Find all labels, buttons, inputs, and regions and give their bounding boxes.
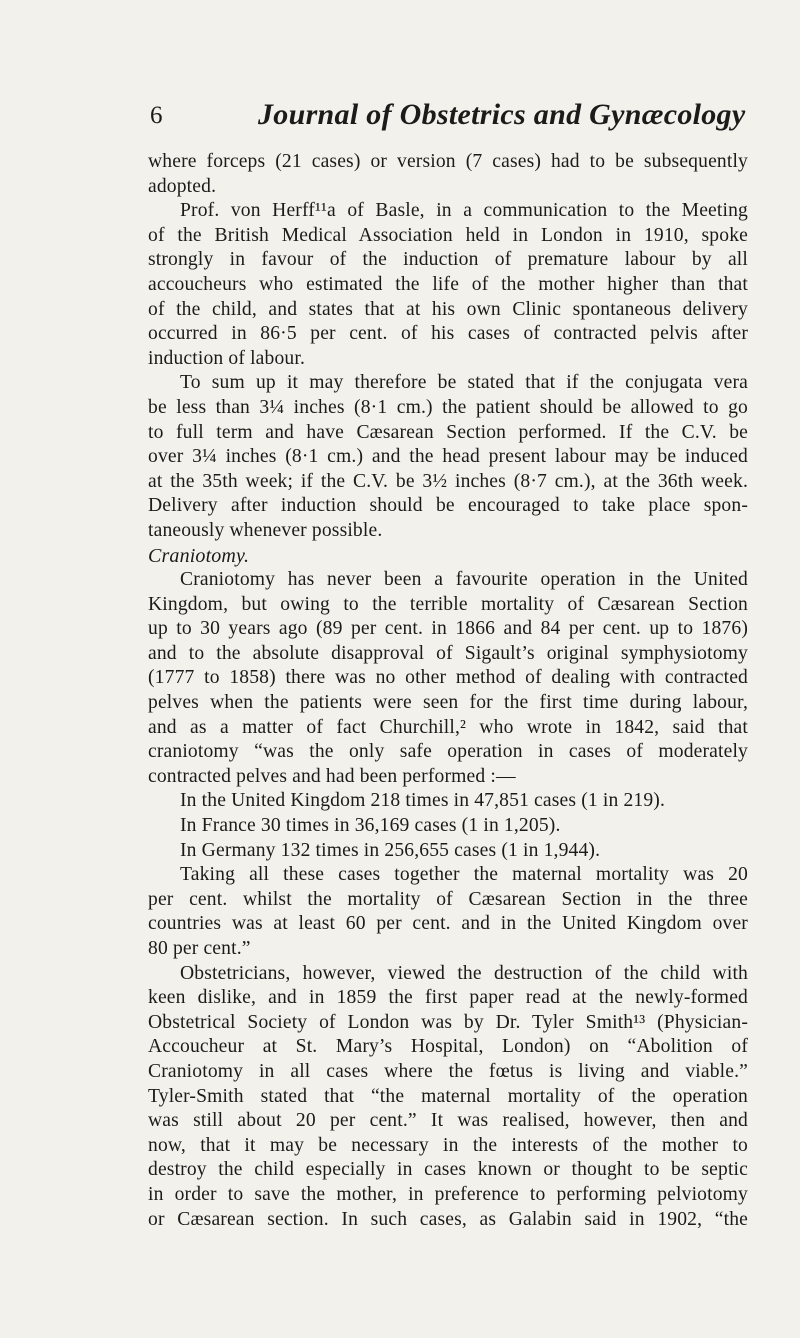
- quoted-statistics: [148, 789, 748, 863]
- text-line: keen dislike, and in 1859 the first paper read at the newly-formed: [148, 987, 748, 1009]
- text-line: was still about 20 per cent.” It was realised, however, then and: [148, 1110, 748, 1132]
- section-heading-craniotomy: Craniotomy.: [148, 544, 250, 567]
- paragraph-summary: [148, 371, 748, 543]
- page-number: 6: [150, 102, 163, 129]
- paragraph-craniotomy-history: [148, 568, 748, 789]
- text-line: countries was at least 60 per cent. and in the United Kingdom over: [148, 913, 748, 935]
- text-line: Accoucheur at St. Mary’s Hospital, London) on “Abolition of: [148, 1036, 748, 1058]
- quote-line: In the United Kingdom 218 times in 47,851 cases (1 in 219).: [180, 790, 666, 812]
- text-line: Obstetricians, however, viewed the destruction of the child with: [180, 962, 748, 984]
- text-line: to full term and have Cæsarean Section performed. If the C.V. be: [148, 421, 748, 443]
- paragraph-obstetricians: [148, 962, 748, 1233]
- text-line: accoucheurs who estimated the life of the mother higher than that: [148, 273, 748, 295]
- text-line: pelves when the patients were seen for the first time during labour,: [148, 692, 748, 714]
- text-line: be less than 3¼ inches (8·1 cm.) the patient should be allowed to go: [148, 396, 748, 418]
- text-line: To sum up it may therefore be stated that if the conjugata vera: [180, 372, 748, 394]
- text-line: Kingdom, but owing to the terrible mortality of Cæsarean Section: [148, 593, 748, 615]
- text-line: Prof. von Herff¹¹a of Basle, in a communication to the Meeting: [180, 200, 748, 222]
- text-line: (1777 to 1858) there was no other method of dealing with contracted: [148, 667, 748, 689]
- text-line: in order to save the mother, in preference to performing pelviotomy: [148, 1183, 748, 1205]
- text-line: taneously whenever possible.: [148, 519, 383, 541]
- text-line: of the British Medical Association held in London in 1910, spoke: [148, 224, 748, 246]
- paragraph-mortality: [148, 863, 748, 961]
- text-line: destroy the child especially in cases known or thought to be septic: [148, 1159, 748, 1181]
- text-line: at the 35th week; if the C.V. be 3½ inches (8·7 cm.), at the 36th week.: [148, 470, 748, 492]
- paragraph-forceps: [148, 150, 748, 199]
- text-line: and to the absolute disapproval of Sigault’s original symphysiotomy: [148, 642, 748, 664]
- text-line: adopted.: [148, 175, 217, 197]
- text-line: where forceps (21 cases) or version (7 cases) had to be subsequently: [148, 151, 748, 172]
- paragraph-von-herff: [148, 199, 748, 371]
- text-line: Craniotomy in all cases where the fœtus is living and viable.”: [148, 1060, 748, 1082]
- text-line: induction of labour.: [148, 347, 306, 369]
- text-line: or Cæsarean section. In such cases, as Galabin said in 1902, “the: [148, 1208, 748, 1230]
- text-line: now, that it may be necessary in the interests of the mother to: [148, 1134, 748, 1156]
- text-line: Delivery after induction should be encouraged to take place spon-: [148, 495, 748, 517]
- text-line: and as a matter of fact Churchill,² who wrote in 1842, said that: [148, 716, 748, 738]
- text-line: contracted pelves and had been performed :—: [148, 765, 516, 787]
- text-line: Tyler-Smith stated that “the maternal mortality of the operation: [148, 1085, 748, 1107]
- text-line: craniotomy “was the only safe operation in cases of moderately: [148, 741, 748, 763]
- text-line: Craniotomy has never been a favourite operation in the United: [180, 569, 748, 591]
- text-line: Obstetrical Society of London was by Dr. Tyler Smith¹³ (Physician-: [148, 1011, 748, 1033]
- text-line: per cent. whilst the mortality of Cæsarean Section in the three: [148, 888, 748, 910]
- quote-line: In France 30 times in 36,169 cases (1 in 1,205).: [180, 815, 561, 837]
- text-line: over 3¼ inches (8·1 cm.) and the head present labour may be induced: [148, 446, 748, 468]
- text-line: occurred in 86·5 per cent. of his cases of contracted pelvis after: [148, 323, 748, 345]
- running-head: [0, 96, 800, 136]
- article-body: [148, 150, 748, 1232]
- text-line: of the child, and states that at his own Clinic spontaneous delivery: [148, 298, 748, 320]
- text-line: 80 per cent.”: [148, 938, 251, 959]
- journal-title: Journal of Obstetrics and Gynæcology: [258, 98, 746, 131]
- text-line: Taking all these cases together the maternal mortality was 20: [180, 864, 748, 886]
- quote-line: In Germany 132 times in 256,655 cases (1 in 1,944).: [180, 839, 601, 861]
- text-line: strongly in favour of the induction of premature labour by all: [148, 249, 748, 271]
- text-line: up to 30 years ago (89 per cent. in 1866 and 84 per cent. up to 1876): [148, 618, 748, 640]
